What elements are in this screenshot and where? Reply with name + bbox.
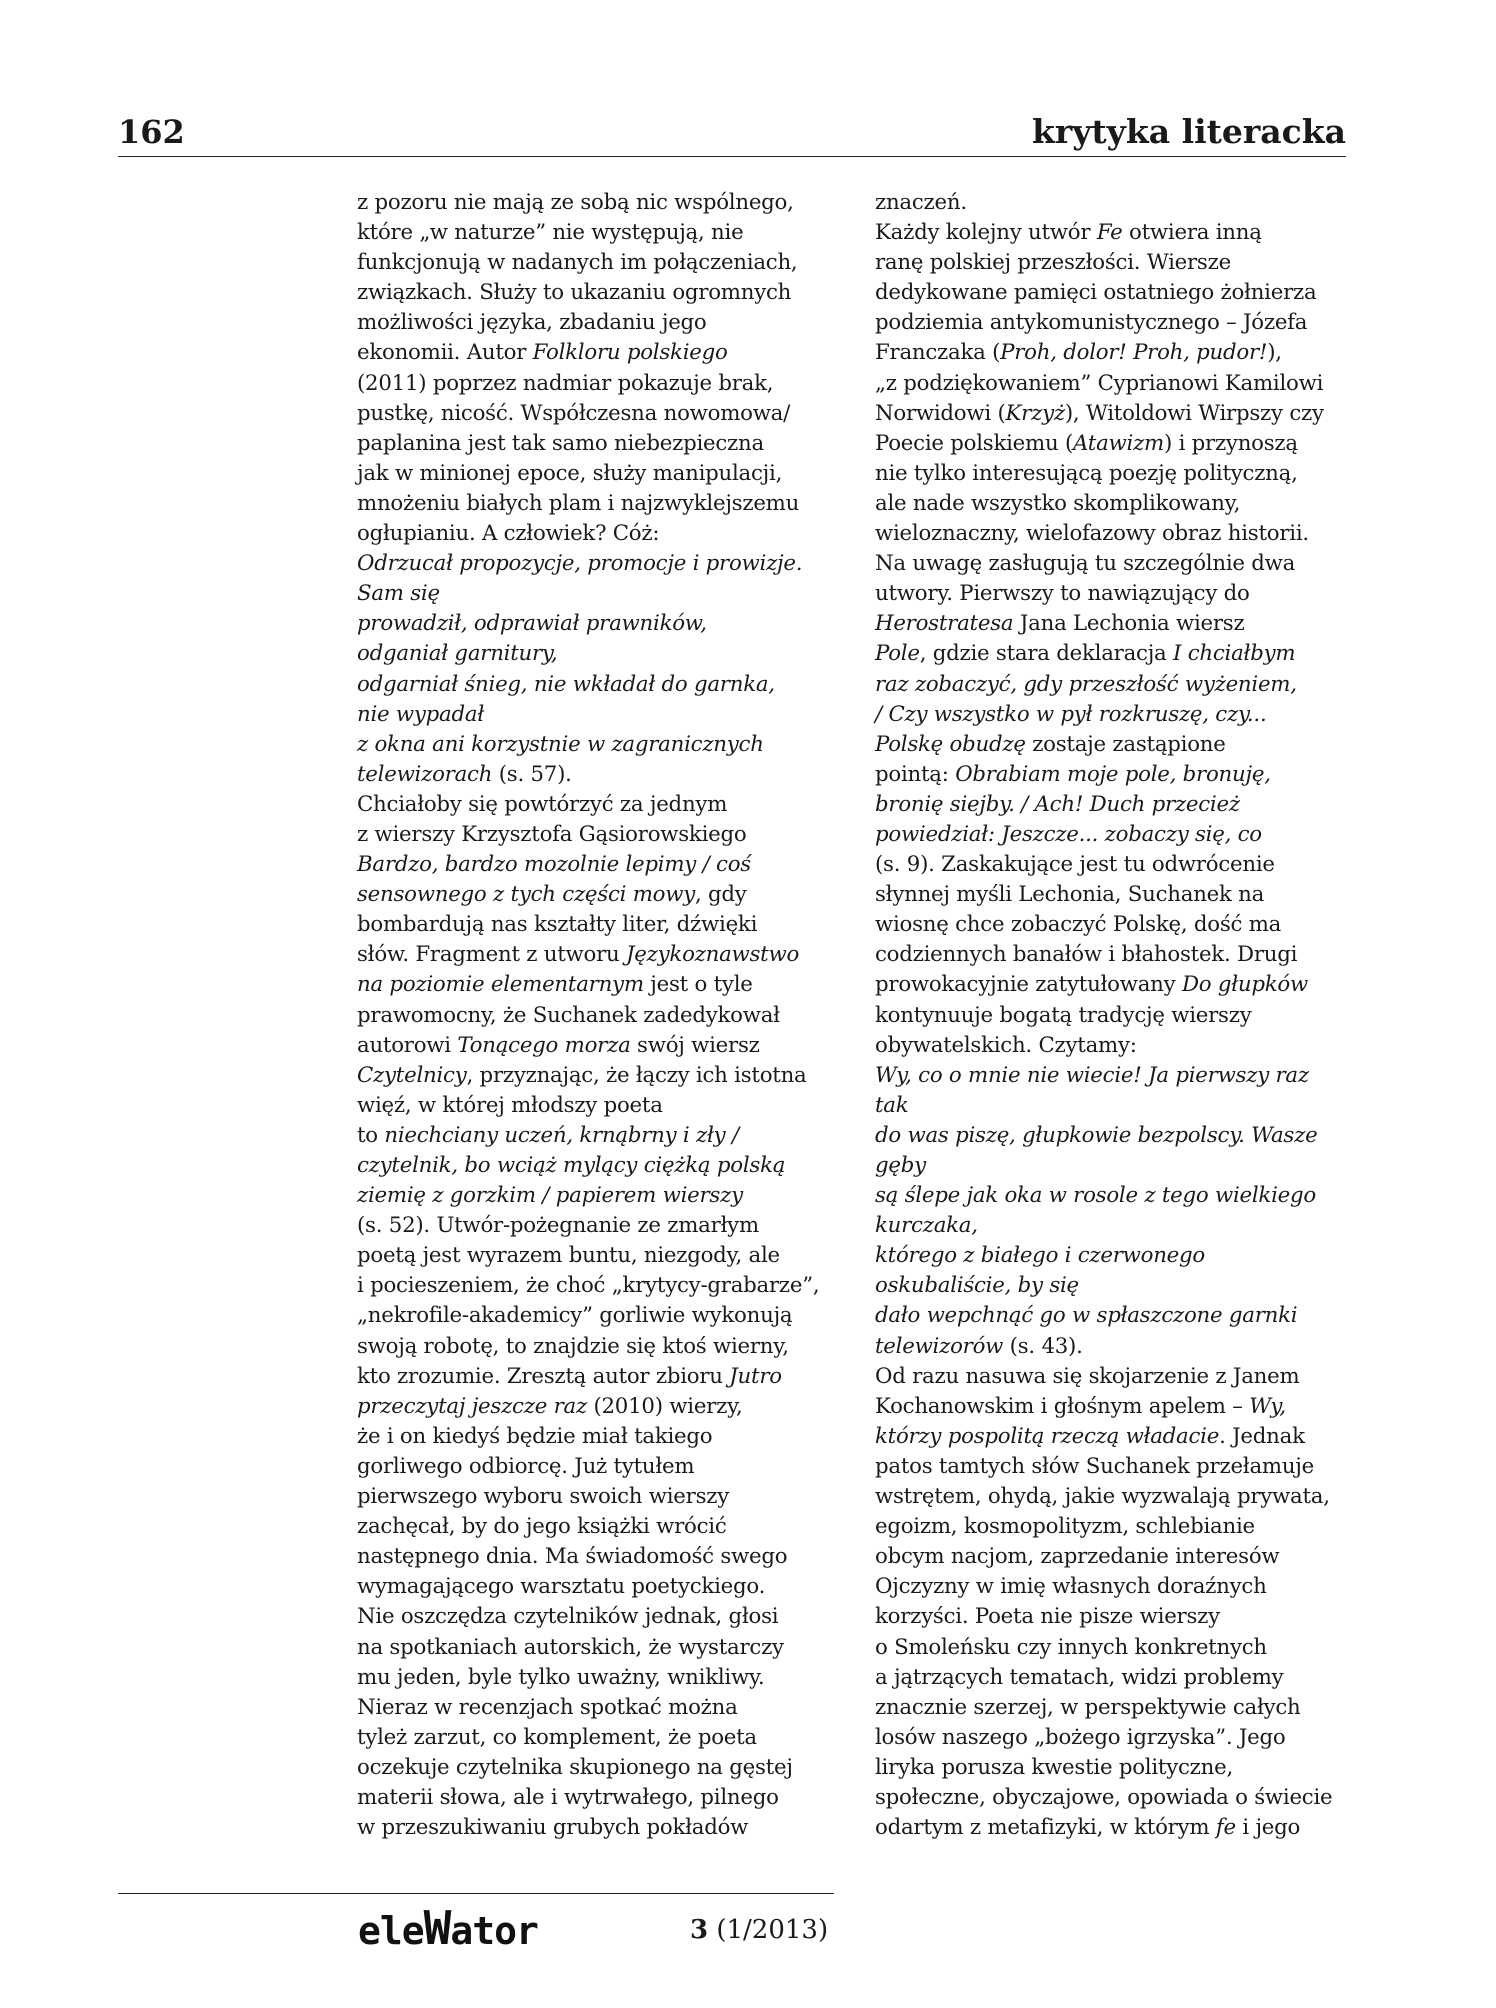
- text-run: Od razu nasuwa się skojarzenie z Janem: [875, 1363, 1300, 1389]
- text-run: , gdzie stara deklaracja: [919, 641, 1174, 667]
- italic-text: odgarniał śnieg, nie wkładał do garnka,: [357, 671, 775, 697]
- italic-text: Bardzo, bardzo mozolnie lepimy / coś: [357, 852, 751, 878]
- text-line: [357, 278, 827, 308]
- italic-text: / Czy wszystko w pył rozkruszę, czy...: [875, 701, 1267, 727]
- issue-label: [690, 1910, 828, 1950]
- text-line: [875, 1753, 1345, 1783]
- italic-text: I chciałbym: [1173, 641, 1296, 667]
- text-run: ranę polskiej przeszłości. Wiersze: [875, 250, 1231, 276]
- text-run: znacznie szerzej, w perspektywie całych: [875, 1694, 1301, 1720]
- text-run: Franczaka (: [875, 340, 1001, 366]
- text-line: [875, 1091, 1345, 1121]
- italic-text: Krzyż: [1005, 400, 1065, 426]
- text-line: [875, 1001, 1345, 1031]
- text-line: [357, 1061, 827, 1091]
- text-run: . Jednak: [1219, 1423, 1305, 1449]
- italic-text: Herostratesa: [875, 611, 1014, 637]
- magazine-logo: eleWator: [358, 1901, 538, 1955]
- text-line: [875, 1211, 1345, 1241]
- italic-text: bronię siejby. / Ach! Duch przecież: [875, 791, 1240, 817]
- text-line: [875, 308, 1345, 338]
- text-line: [875, 1482, 1345, 1512]
- text-run: wiosnę chce zobaczyć Polskę, dość ma: [875, 912, 1282, 938]
- issue-number: 3: [690, 1915, 709, 1945]
- footer-divider: [118, 1893, 834, 1894]
- text-line: [875, 1332, 1345, 1362]
- text-line: [357, 429, 827, 459]
- italic-text: czytelnik, bo wciąż mylący ciężką polską: [357, 1153, 786, 1178]
- text-run: wymagającego warsztatu poetyckiego.: [357, 1574, 766, 1600]
- text-line: [875, 278, 1345, 308]
- text-line: [357, 308, 827, 338]
- italic-text: Językoznawstwo: [626, 942, 800, 968]
- text-line: [875, 218, 1345, 248]
- text-run: możliwości języka, zbadaniu jego: [357, 310, 707, 336]
- text-run: ), Witoldowi Wirpszy czy: [1064, 400, 1324, 426]
- text-run: społeczne, obyczajowe, opowiada o świecie: [875, 1784, 1333, 1810]
- italic-text: Sam się: [357, 581, 440, 607]
- italic-text: Obrabiam moje pole, bronuję,: [955, 761, 1271, 787]
- italic-text: którzy pospolitą rzeczą władacie: [875, 1423, 1220, 1449]
- text-run: zostaje zastąpione: [1025, 731, 1226, 757]
- text-line: [357, 1633, 827, 1663]
- italic-text: Jutro: [729, 1363, 782, 1389]
- text-line: [357, 338, 827, 368]
- text-column-left: [357, 188, 827, 1843]
- text-line: [875, 1542, 1345, 1572]
- text-run: materii słowa, ale i wytrwałego, pilnego: [357, 1784, 779, 1810]
- text-line: [875, 549, 1345, 579]
- text-line: [357, 1332, 827, 1362]
- text-line: [357, 188, 827, 218]
- text-run: które „w naturze” nie występują, nie: [357, 220, 744, 246]
- text-line: [875, 1181, 1345, 1211]
- text-run: swój wiersz: [630, 1032, 760, 1058]
- text-line: [875, 850, 1345, 880]
- text-column-right: [875, 188, 1345, 1843]
- text-line: [357, 1271, 827, 1301]
- text-line: [357, 700, 827, 730]
- text-line: [875, 1061, 1345, 1091]
- text-line: [357, 1211, 827, 1241]
- text-run: Chciałoby się powtórzyć za jednym: [357, 791, 728, 817]
- text-line: [875, 1241, 1345, 1271]
- text-line: [357, 639, 827, 669]
- text-run: znaczeń.: [875, 190, 967, 215]
- text-run: dedykowane pamięci ostatniego żołnierza: [875, 280, 1317, 306]
- text-line: [357, 1151, 827, 1181]
- text-line: [875, 639, 1345, 669]
- page-number: 162: [118, 113, 185, 151]
- text-run: ) i przynoszą: [1163, 430, 1298, 456]
- text-line: [875, 1422, 1345, 1452]
- text-line: [875, 1813, 1345, 1843]
- text-line: [875, 1693, 1345, 1723]
- text-run: paplanina jest tak samo niebezpieczna: [357, 430, 764, 456]
- text-line: [357, 760, 827, 790]
- text-line: [357, 1091, 827, 1121]
- text-run: słynnej myśli Lechonia, Suchanek na: [875, 882, 1265, 908]
- text-run: gorliwego odbiorcę. Już tytułem: [357, 1453, 695, 1479]
- text-run: kto zrozumie. Zresztą autor zbioru: [357, 1363, 730, 1389]
- text-run: podziemia antykomunistycznego – Józefa: [875, 310, 1308, 336]
- text-line: [357, 369, 827, 399]
- italic-text: fe: [1215, 1815, 1236, 1841]
- text-run: „z podziękowaniem” Cyprianowi Kamilowi: [875, 370, 1324, 396]
- text-run: z pozoru nie mają ze sobą nic wspólnego,: [357, 190, 794, 215]
- text-line: [357, 970, 827, 1000]
- text-line: [357, 730, 827, 760]
- text-run: z wierszy Krzysztofa Gąsiorowskiego: [357, 821, 747, 847]
- text-run: Norwidowi (: [875, 400, 1006, 426]
- text-line: [357, 1542, 827, 1572]
- italic-text: niechciany uczeń, krnąbrny i zły /: [384, 1122, 739, 1148]
- text-line: [357, 248, 827, 278]
- text-line: [875, 910, 1345, 940]
- text-run: ekonomii. Autor: [357, 340, 533, 366]
- text-run: i pocieszeniem, że choć „krytycy-grabarze”,: [357, 1273, 820, 1299]
- italic-text: Wy,: [1249, 1393, 1286, 1419]
- text-line: [357, 1602, 827, 1632]
- text-run: następnego dnia. Ma świadomość swego: [357, 1544, 788, 1570]
- text-run: Każdy kolejny utwór: [875, 220, 1097, 246]
- text-run: (s. 43).: [1003, 1333, 1083, 1359]
- text-run: Kochanowskim i głośnym apelem –: [875, 1393, 1250, 1419]
- text-line: [357, 820, 827, 850]
- text-line: [875, 1121, 1345, 1151]
- text-run: jest o tyle: [643, 972, 753, 998]
- text-line: [357, 579, 827, 609]
- italic-text: z okna ani korzystnie w zagranicznych: [357, 731, 764, 757]
- text-run: Poecie polskiemu (: [875, 430, 1074, 456]
- text-run: obywatelskich. Czytamy:: [875, 1032, 1137, 1058]
- text-run: korzyści. Poeta nie pisze wierszy: [875, 1604, 1220, 1630]
- text-run: a jątrzących tematach, widzi problemy: [875, 1664, 1284, 1690]
- italic-text: przeczytaj jeszcze raz: [357, 1393, 587, 1419]
- italic-text: Fe: [1096, 220, 1123, 246]
- text-line: [875, 940, 1345, 970]
- text-run: słów. Fragment z utworu: [357, 942, 627, 968]
- italic-text: tak: [875, 1092, 909, 1118]
- text-line: [357, 519, 827, 549]
- text-run: ),: [1267, 340, 1282, 366]
- text-line: [875, 790, 1345, 820]
- text-run: codziennych banałów i błahostek. Drugi: [875, 942, 1298, 968]
- text-run: wstrętem, ohydą, jakie wyzwalają prywata,: [875, 1484, 1330, 1510]
- text-line: [357, 1301, 827, 1331]
- text-run: , przyznając, że łączy ich istotna: [466, 1062, 807, 1088]
- text-line: [875, 1602, 1345, 1632]
- text-run: prawomocny, że Suchanek zadedykował: [357, 1002, 780, 1028]
- text-run: (s. 9). Zaskakujące jest tu odwrócenie: [875, 852, 1275, 878]
- text-run: losów naszego „bożego igrzyska”. Jego: [875, 1724, 1286, 1750]
- text-line: [875, 369, 1345, 399]
- text-run: odartym z metafizyki, w którym: [875, 1815, 1216, 1841]
- text-run: liryka porusza kwestie polityczne,: [875, 1754, 1233, 1780]
- text-run: mu jeden, byle tylko uważny, wnikliwy.: [357, 1664, 765, 1690]
- text-line: [357, 1723, 827, 1753]
- text-run: pointą:: [875, 761, 956, 787]
- italic-text: prowadził, odprawiał prawników,: [357, 611, 707, 637]
- text-line: [357, 1783, 827, 1813]
- text-line: [875, 970, 1345, 1000]
- text-line: [357, 549, 827, 579]
- text-line: [357, 1422, 827, 1452]
- text-line: [357, 1813, 827, 1843]
- header-divider: [118, 156, 1346, 157]
- text-line: [357, 399, 827, 429]
- text-run: utwory. Pierwszy to nawiązujący do: [875, 581, 1250, 607]
- text-run: na spotkaniach autorskich, że wystarczy: [357, 1634, 784, 1660]
- text-run: że i on kiedyś będzie miał takiego: [357, 1423, 713, 1449]
- italic-text: nie wypadał: [357, 701, 484, 727]
- text-run: jak w minionej epoce, służy manipulacji,: [357, 460, 783, 486]
- italic-text: Proh, dolor! Proh, pudor!: [1000, 340, 1268, 366]
- text-line: [875, 1663, 1345, 1693]
- text-run: nie tylko interesującą poezję polityczną,: [875, 460, 1298, 486]
- text-line: [357, 1181, 827, 1211]
- text-run: (s. 57).: [492, 761, 572, 787]
- text-line: [875, 1301, 1345, 1331]
- text-run: oczekuje czytelnika skupionego na gęstej: [357, 1754, 793, 1780]
- text-run: pustkę, nicość. Współczesna nowomowa/: [357, 400, 791, 426]
- italic-text: są ślepe jak oka w rosole z tego wielkiego: [875, 1183, 1316, 1209]
- text-line: [357, 1362, 827, 1392]
- text-line: [357, 880, 827, 910]
- italic-text: telewizorów: [875, 1333, 1004, 1359]
- italic-text: Wy, co o mnie nie wiecie! Ja pierwszy raz: [875, 1062, 1309, 1088]
- text-line: [357, 940, 827, 970]
- text-line: [357, 1031, 827, 1061]
- italic-text: telewizorach: [357, 761, 493, 787]
- text-line: [357, 1753, 827, 1783]
- text-line: [357, 1572, 827, 1602]
- text-run: więź, w której młodszy poeta: [357, 1092, 663, 1118]
- text-line: [357, 459, 827, 489]
- text-line: [357, 670, 827, 700]
- text-line: [357, 489, 827, 519]
- text-line: [357, 1663, 827, 1693]
- text-line: [875, 188, 1345, 218]
- italic-text: sensownego z tych części mowy: [357, 882, 695, 908]
- text-run: wieloznaczny, wielofazowy obraz historii.: [875, 521, 1309, 547]
- text-line: [357, 1392, 827, 1422]
- text-line: [875, 1271, 1345, 1301]
- text-line: [357, 218, 827, 248]
- text-run: (2010) wierzy,: [586, 1393, 743, 1419]
- text-line: [357, 1241, 827, 1271]
- text-run: Ojczyzny w imię własnych doraźnych: [875, 1574, 1267, 1600]
- text-run: , gdy: [694, 882, 747, 908]
- italic-text: Atawizm: [1073, 430, 1164, 456]
- text-run: obcym nacjom, zaprzedanie interesów: [875, 1544, 1280, 1570]
- italic-text: Czytelnicy: [357, 1062, 467, 1088]
- italic-text: gęby: [875, 1153, 926, 1178]
- text-line: [875, 489, 1345, 519]
- text-line: [875, 760, 1345, 790]
- text-run: egoizm, kosmopolityzm, schlebianie: [875, 1514, 1255, 1540]
- italic-text: odganiał garnitury,: [357, 641, 558, 667]
- italic-text: Pole: [875, 641, 920, 667]
- text-run: mnożeniu białych plam i najzwyklejszemu: [357, 490, 800, 516]
- text-run: funkcjonują w nadanych im połączeniach,: [357, 250, 798, 276]
- text-line: [357, 1482, 827, 1512]
- text-line: [875, 519, 1345, 549]
- italic-text: ziemię z gorzkim / papierem wierszy: [357, 1183, 743, 1209]
- italic-text: Tonącego morza: [457, 1032, 631, 1058]
- italic-text: do was piszę, głupkowie bezpolscy. Wasze: [875, 1122, 1318, 1148]
- text-line: [875, 1362, 1345, 1392]
- text-line: [875, 880, 1345, 910]
- text-run: Nieraz w recenzjach spotkać można: [357, 1694, 738, 1720]
- text-line: [357, 1693, 827, 1723]
- text-run: związkach. Służy to ukazaniu ogromnych: [357, 280, 792, 306]
- text-line: [357, 1001, 827, 1031]
- text-run: i jego: [1235, 1815, 1301, 1841]
- italic-text: dało wepchnąć go w spłaszczone garnki: [875, 1303, 1298, 1329]
- text-line: [875, 1512, 1345, 1542]
- text-run: (s. 52). Utwór-pożegnanie ze zmarłym: [357, 1213, 759, 1239]
- text-run: otwiera inną: [1122, 220, 1262, 246]
- text-line: [875, 1392, 1345, 1422]
- italic-text: którego z białego i czerwonego: [875, 1243, 1205, 1269]
- text-run: autorowi: [357, 1032, 458, 1058]
- text-line: [875, 399, 1345, 429]
- text-line: [357, 850, 827, 880]
- text-line: [875, 820, 1345, 850]
- italic-text: oskubaliście, by się: [875, 1273, 1079, 1299]
- text-run: swoją robotę, to znajdzie się ktoś wierny,: [357, 1333, 789, 1359]
- text-line: [875, 1633, 1345, 1663]
- text-run: w przeszukiwaniu grubych pokładów: [357, 1815, 749, 1841]
- italic-text: powiedział: Jeszcze... zobaczy się, co: [875, 821, 1262, 847]
- text-run: „nekrofile-akademicy” gorliwie wykonują: [357, 1303, 793, 1329]
- issue-detail: (1/2013): [716, 1915, 829, 1945]
- text-line: [875, 670, 1345, 700]
- text-run: Jana Lechonia wiersz: [1013, 611, 1245, 637]
- text-run: prowokacyjnie zatytułowany: [875, 972, 1182, 998]
- text-line: [875, 1723, 1345, 1753]
- italic-text: Odrzucał propozycje, promocje i prowizje.: [357, 551, 803, 577]
- section-title: krytyka literacka: [1032, 112, 1346, 151]
- text-line: [357, 910, 827, 940]
- italic-text: Polskę obudzę: [875, 731, 1026, 757]
- italic-text: raz zobaczyć, gdy przeszłość wyżeniem,: [875, 671, 1297, 697]
- italic-text: Do głupków: [1181, 972, 1308, 998]
- text-line: [875, 609, 1345, 639]
- text-run: ogłupianiu. A człowiek? Cóż:: [357, 521, 660, 547]
- text-line: [875, 459, 1345, 489]
- text-run: patos tamtych słów Suchanek przełamuje: [875, 1453, 1315, 1479]
- text-run: (2011) poprzez nadmiar pokazuje brak,: [357, 370, 774, 396]
- text-line: [875, 1572, 1345, 1602]
- text-line: [875, 338, 1345, 368]
- text-line: [875, 1783, 1345, 1813]
- italic-text: na poziomie elementarnym: [357, 972, 644, 998]
- text-run: o Smoleńsku czy innych konkretnych: [875, 1634, 1267, 1660]
- text-run: poetą jest wyrazem buntu, niezgody, ale: [357, 1243, 780, 1269]
- text-line: [357, 1121, 827, 1151]
- text-run: kontynuuje bogatą tradycję wierszy: [875, 1002, 1252, 1028]
- text-run: bombardują nas kształty liter, dźwięki: [357, 912, 758, 938]
- text-line: [875, 248, 1345, 278]
- text-line: [875, 1452, 1345, 1482]
- text-run: zachęcał, by do jego książki wrócić: [357, 1514, 727, 1540]
- text-line: [357, 1512, 827, 1542]
- text-line: [357, 609, 827, 639]
- text-line: [875, 429, 1345, 459]
- text-line: [875, 700, 1345, 730]
- text-run: Nie oszczędza czytelników jednak, głosi: [357, 1604, 779, 1630]
- text-line: [357, 1452, 827, 1482]
- text-line: [875, 1151, 1345, 1181]
- text-run: ale nade wszystko skomplikowany,: [875, 490, 1241, 516]
- text-run: tyleż zarzut, co komplement, że poeta: [357, 1724, 757, 1750]
- text-run: Na uwagę zasługują tu szczególnie dwa: [875, 551, 1296, 577]
- text-line: [875, 1031, 1345, 1061]
- italic-text: Folkloru polskiego: [532, 340, 728, 366]
- text-line: [875, 730, 1345, 760]
- italic-text: kurczaka,: [875, 1213, 978, 1239]
- text-run: pierwszego wyboru swoich wierszy: [357, 1484, 730, 1510]
- text-line: [357, 790, 827, 820]
- text-line: [875, 579, 1345, 609]
- text-run: to: [357, 1122, 385, 1148]
